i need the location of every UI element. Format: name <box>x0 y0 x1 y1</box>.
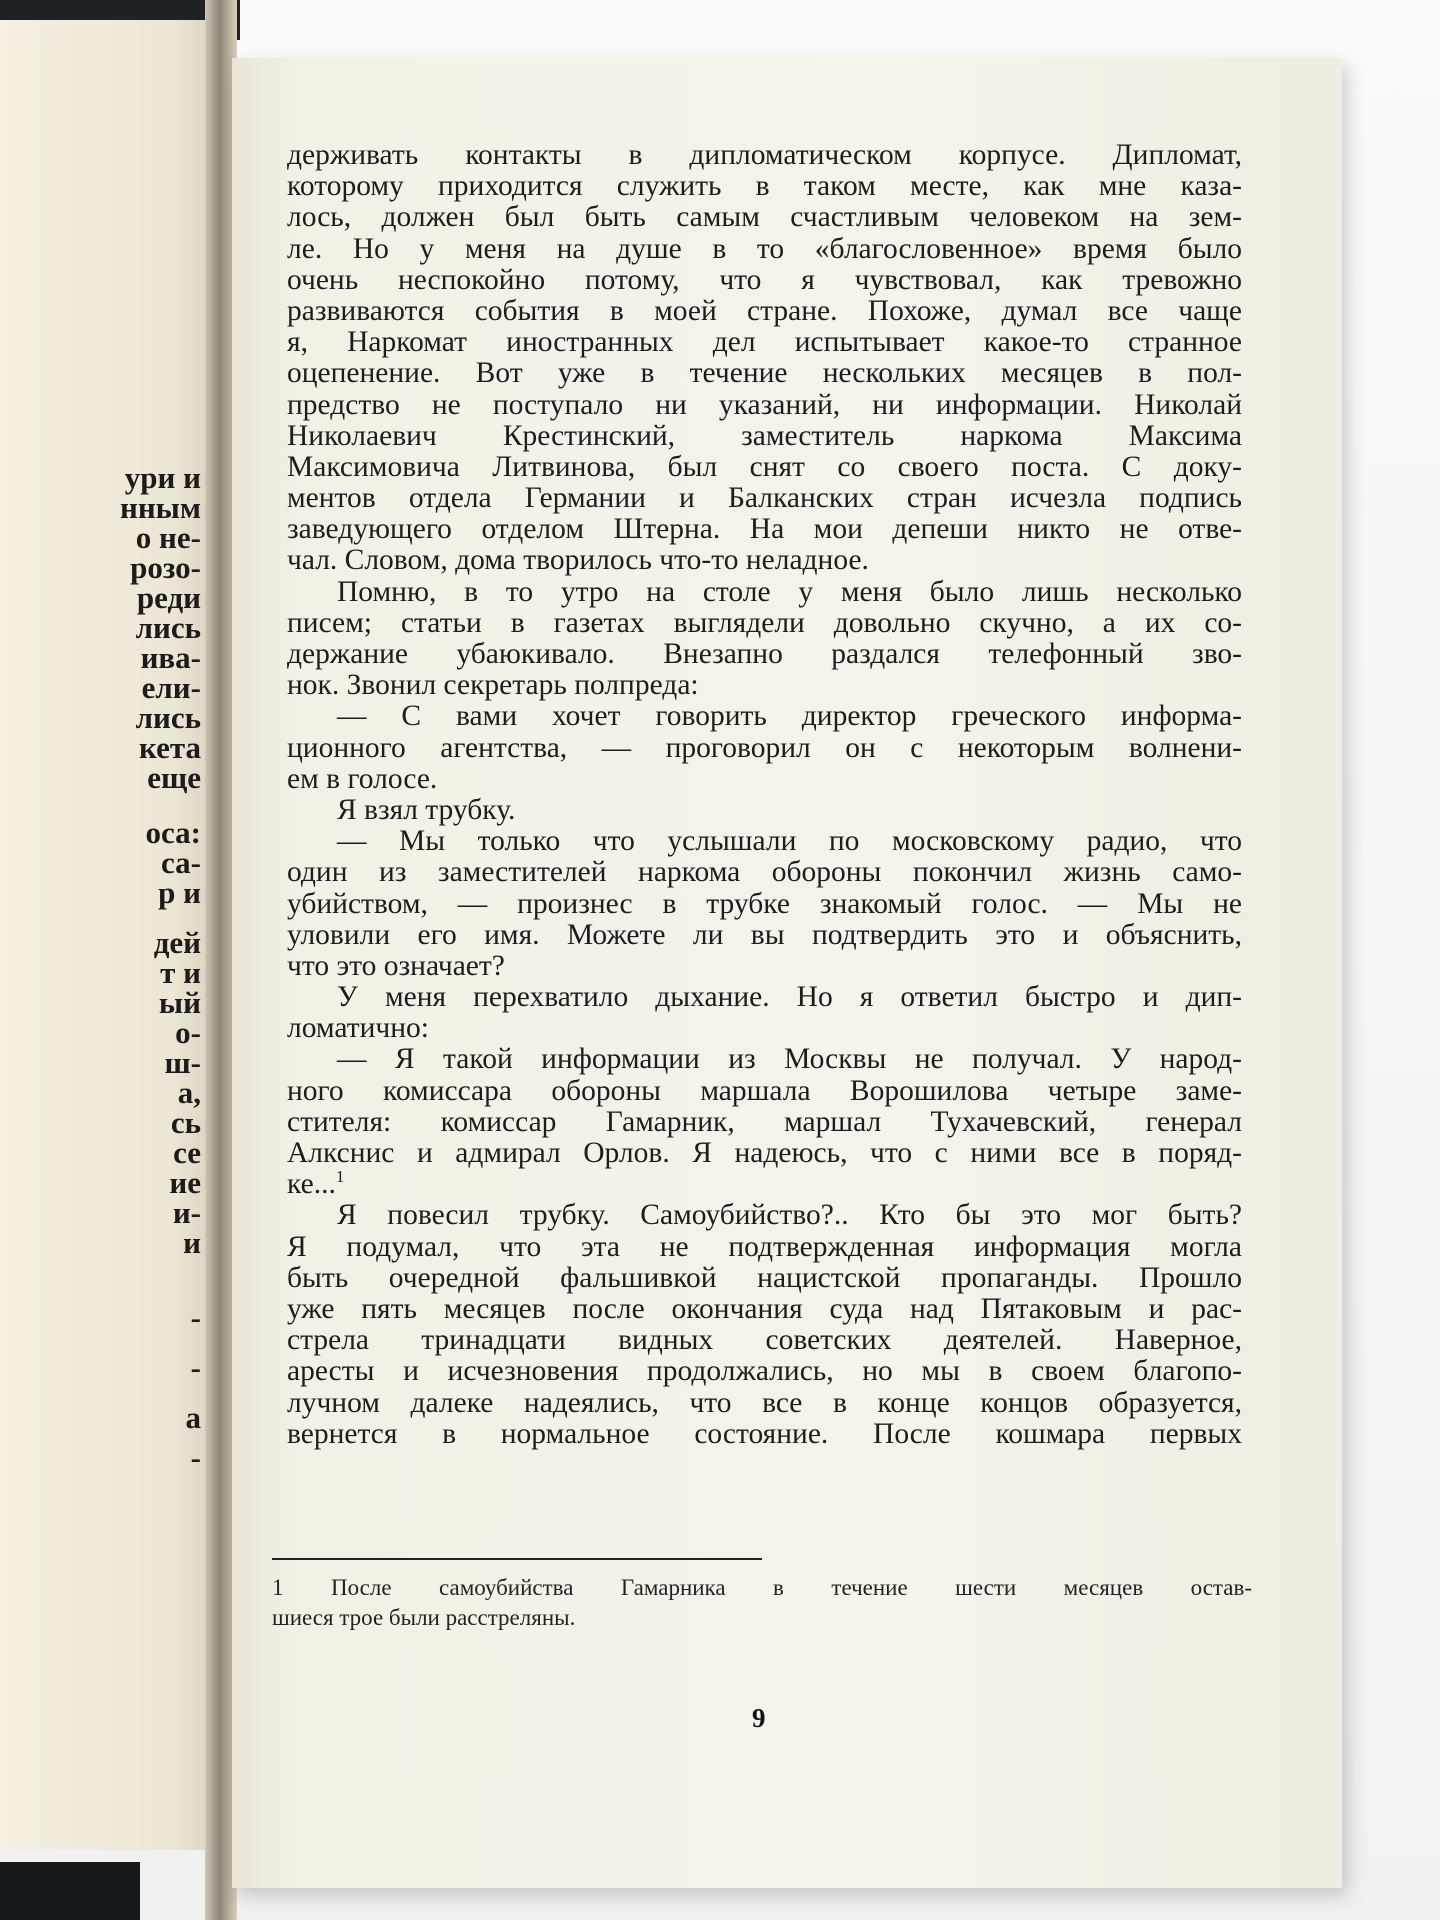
left-page-line-fragment: т и <box>160 955 201 990</box>
text-line: держание убаюкивало. Внезапно раздался телефонный зво- <box>287 638 1242 670</box>
text-line: Я подумал, что эта не подтвержденная информация могла <box>287 1230 1242 1263</box>
text-line: ломатично: <box>287 1012 429 1045</box>
footnote <box>272 1573 1252 1633</box>
left-page-line-fragment: р и <box>158 875 201 910</box>
left-page-line-fragment: о не- <box>135 520 201 555</box>
left-page-line-fragment: кета <box>139 730 201 765</box>
footnote-marker: 1 <box>335 1167 345 1187</box>
text-line: ке... <box>287 1168 336 1201</box>
text-line: — С вами хочет говорить директор греческого информа- <box>337 700 1242 733</box>
page-number: 9 <box>752 1703 766 1733</box>
left-page-line-fragment: ури и <box>124 460 201 495</box>
left-page-line-fragment: дей <box>153 925 201 960</box>
text-line: которому приходится служить в таком месте, как мне каза- <box>287 170 1242 203</box>
text-line: стителя: комиссар Гамарник, маршал Тухачевский, генерал <box>287 1105 1242 1138</box>
text-line: очень неспокойно потому, что я чувствовал, как тревожно <box>287 263 1242 296</box>
text-line: Алкснис и адмирал Орлов. Я надеюсь, что с ними все в поряд- <box>287 1137 1242 1169</box>
footnote-divider <box>272 1558 762 1560</box>
footnote-line: 1 После самоубийства Гамарника в течение шести месяцев остав- <box>272 1575 1252 1600</box>
text-line: нок. Звонил секретарь полпреда: <box>287 669 699 702</box>
left-page-line-fragment: а <box>185 1400 201 1435</box>
text-line: ного комиссара обороны маршала Ворошилова четыре заме- <box>287 1074 1242 1107</box>
text-line: один из заместителей наркома обороны покончил жизнь само- <box>287 856 1242 889</box>
left-page-line-fragment: ш- <box>164 1045 201 1080</box>
left-page-line-fragment: еще <box>147 760 201 795</box>
text-line: лось, должен был быть самым счастливым человеком на зем- <box>287 201 1242 234</box>
text-line: ментов отдела Германии и Балканских стран исчезла подпись <box>287 482 1242 515</box>
text-line: ле. Но у меня на душе в то «благословенное» время было <box>287 232 1242 265</box>
text-line: лучном далеке надеялись, что все в конце концов образуется, <box>287 1386 1242 1419</box>
left-page-line-fragment: и <box>183 1225 201 1260</box>
text-line: Николаевич Крестинский, заместитель наркома Максима <box>287 419 1242 452</box>
left-page <box>0 20 215 1850</box>
left-page-line-fragment: - <box>190 1300 201 1335</box>
text-line: аресты и исчезновения продолжались, но мы в своем благопо- <box>287 1355 1242 1388</box>
text-line: уловили его имя. Можете ли вы подтвердить это и объяснить, <box>287 918 1242 951</box>
left-page-line-fragment: ый <box>158 985 201 1020</box>
left-page-line-fragment: о- <box>175 1015 201 1050</box>
left-page-line-fragment: - <box>190 1440 201 1475</box>
text-line: У меня перехватило дыхание. Но я ответил быстро и дип- <box>337 981 1242 1014</box>
text-line: вернется в нормальное состояние. После кошмара первых <box>287 1417 1242 1450</box>
left-page-line-fragment: розо- <box>130 550 201 585</box>
text-line-with-footnote <box>287 1169 1242 1200</box>
text-line: Я взял трубку. <box>337 793 516 826</box>
text-line: я, Наркомат иностранных дел испытывает какое-то странное <box>287 326 1242 359</box>
text-line: держивать контакты в дипломатическом корпусе. Дипломат, <box>287 139 1242 171</box>
body-text <box>287 140 1242 1450</box>
text-line: ционного агентства, — проговорил он с некоторым волнени- <box>287 731 1242 764</box>
text-line: развиваются события в моей стране. Похоже, думал все чаще <box>287 294 1242 327</box>
left-page-line-fragment: оса: <box>145 815 201 850</box>
text-line: Помню, в то утро на столе у меня было лишь несколько <box>337 575 1242 608</box>
left-page-line-fragment: а, <box>177 1075 201 1110</box>
text-line: ем в голосе. <box>287 762 438 795</box>
text-line: Я повесил трубку. Самоубийство?.. Кто бы это мог быть? <box>337 1199 1242 1232</box>
text-line: — Мы только что услышали по московскому радио, что <box>337 825 1242 858</box>
left-page-line-fragment: реди <box>136 580 201 615</box>
left-page-line-fragment: и- <box>172 1195 201 1230</box>
text-line: писем; статьи в газетах выглядели довольно скучно, а их со- <box>287 606 1242 639</box>
text-line: оцепенение. Вот уже в течение нескольких месяцев в пол- <box>287 357 1242 390</box>
book-cover-edge-bottom <box>0 1862 140 1920</box>
left-page-line-fragment: - <box>190 1350 201 1385</box>
left-page-line-fragment: лись <box>135 610 201 645</box>
text-line: уже пять месяцев после окончания суда над Пятаковым и рас- <box>287 1292 1242 1325</box>
footnote-line: шиеся трое были расстреляны. <box>272 1605 576 1630</box>
text-line: чал. Словом, дома творилось что-то неладное. <box>287 544 869 577</box>
text-line: заведующего отделом Штерна. На мои депеши никто не отве- <box>287 513 1242 546</box>
right-page <box>232 58 1342 1888</box>
text-line: что это означает? <box>287 949 505 982</box>
text-line: стрела тринадцати видных советских деятелей. Наверное, <box>287 1324 1242 1357</box>
text-line: — Я такой информации из Москвы не получал. У народ- <box>337 1043 1242 1076</box>
left-page-line-fragment: нным <box>119 490 201 525</box>
text-line: убийством, — произнес в трубке знакомый голос. — Мы не <box>287 887 1242 920</box>
left-page-line-fragment: са- <box>161 845 201 880</box>
left-page-line-fragment: ива- <box>140 640 201 675</box>
left-page-line-fragment: лись <box>135 700 201 735</box>
left-page-line-fragment: ие <box>169 1165 201 1200</box>
text-line: Максимовича Литвинова, был снят со своего поста. С доку- <box>287 450 1242 483</box>
text-line: предство не поступало ни указаний, ни информации. Николай <box>287 388 1242 421</box>
left-page-line-fragment: се <box>173 1135 201 1170</box>
left-page-line-fragment: ели- <box>141 670 201 705</box>
text-line: быть очередной фальшивкой нацистской пропаганды. Прошло <box>287 1261 1242 1294</box>
left-page-line-fragment: сь <box>170 1105 201 1140</box>
